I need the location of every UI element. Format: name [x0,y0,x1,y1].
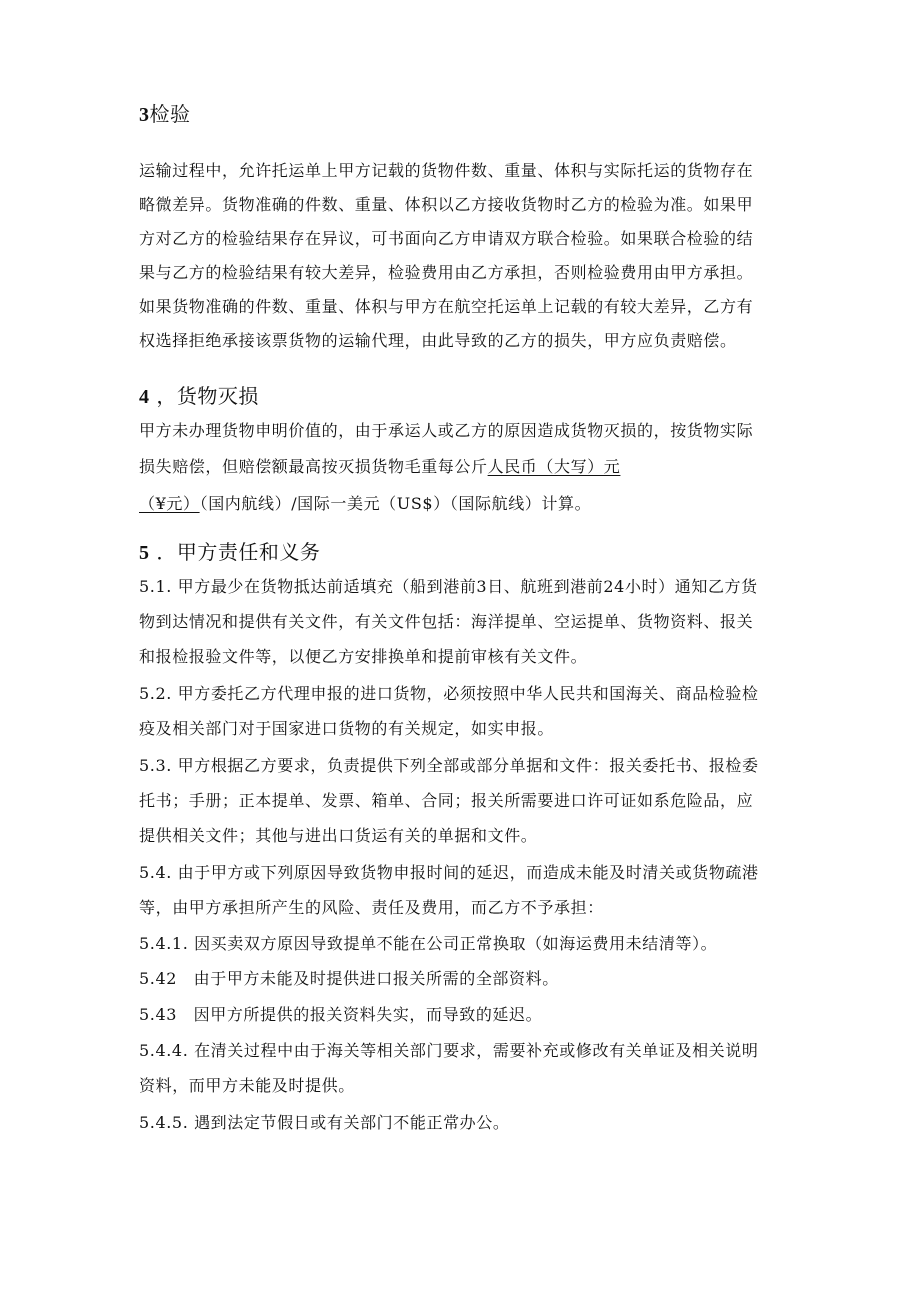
clause-5-4-2: 5.42 由于甲方未能及时提供进口报关所需的全部资料。 [139,969,559,988]
section-4-line-2-text: 损失赔偿，但赔偿额最高按灭损货物毛重每公斤 [139,457,488,476]
section-3-line-4: 果与乙方的检验结果有较大差异，检验费用由乙方承担，否则检验费用由甲方承担。 [139,263,754,282]
section-3-line-2: 略微差异。货物准确的件数、重量、体积以乙方接收货物时乙方的检验为准。如果甲 [139,195,754,214]
section-3-line-5: 如果货物准确的件数、重量、体积与甲方在航空托运单上记载的有较大差异，乙方有 [139,297,754,316]
section-5-title: ．甲方责任和义务 [156,540,321,564]
clause-5-4-4-line-1: 5.4.4. 在清关过程中由于海关等相关部门要求，需要补充或修改有关单证及相关说明 [139,1041,759,1060]
section-4-heading [139,380,259,409]
section-3-heading [139,98,191,127]
rmb-amount-field: 人民币（大写）元 [487,457,621,476]
clause-5-1-line-1: 5.1. 甲方最少在货物抵达前适填充（船到港前3日、航班到港前24小时）通知乙方货 [139,577,758,596]
yuan-amount-field: （¥元） [139,494,200,513]
clause-5-4-1: 5.4.1. 因买卖双方原因导致提单不能在公司正常换取（如海运费用未结清等）。 [139,934,718,953]
section-4-title: ，货物灭损 [156,384,259,408]
section-4-line-3 [139,487,789,520]
section-5-number: 5 [139,542,150,564]
section-3-title: 检验 [149,102,191,126]
clause-5-1-line-2: 物到达情况和提供有关文件，有关文件包括：海洋提单、空运提单、货物资料、报关 [139,612,754,631]
clause-5-4-5: 5.4.5. 遇到法定节假日或有关部门不能正常办公。 [139,1113,510,1132]
section-4-line-2 [139,450,789,483]
section-4-number: 4 [139,386,150,408]
section-5-heading [139,536,320,565]
clause-5-1-line-3: 和报检报验文件等，以便乙方安排换单和提前审核有关文件。 [139,647,588,666]
clause-5-4-3: 5.43 因甲方所提供的报关资料失实，而导致的延迟。 [139,1005,543,1024]
clause-5-4-line-2: 等，由甲方承担所产生的风险、责任及费用，而乙方不予承担： [139,898,604,917]
clause-5-3-line-1: 5.3. 甲方根据乙方要求，负责提供下列全部或部分单据和文件：报关委托书、报检委 [139,756,759,775]
section-3-line-1: 运输过程中，允许托运单上甲方记载的货物件数、重量、体积与实际托运的货物存在 [139,161,754,180]
section-3-line-6: 权选择拒绝承接该票货物的运输代理，由此导致的乙方的损失，甲方应负责赔偿。 [139,331,737,350]
section-4-line-1: 甲方未办理货物申明价值的，由于承运人或乙方的原因造成货物灭损的，按货物实际 [139,421,754,440]
clause-5-2-line-2: 疫及相关部门对于国家进口货物的有关规定，如实申报。 [139,719,555,738]
clause-5-4-4-line-2: 资料，而甲方未能及时提供。 [139,1076,355,1095]
section-3-line-3: 方对乙方的检验结果存在异议，可书面向乙方申请双方联合检验。如果联合检验的结 [139,229,754,248]
clause-5-2-line-1: 5.2. 甲方委托乙方代理申报的进口货物，必须按照中华人民共和国海关、商品检验检 [139,684,759,703]
clause-5-3-line-2: 托书；手册；正本提单、发票、箱单、合同；报关所需要进口许可证如系危险品，应 [139,791,754,810]
section-3-number: 3 [139,104,150,126]
clause-5-3-line-3: 提供相关文件；其他与进出口货运有关的单据和文件。 [139,826,538,845]
clause-5-4-line-1: 5.4. 由于甲方或下列原因导致货物申报时间的延迟，而造成未能及时清关或货物疏港 [139,863,759,882]
section-4-line-3-text: （国内航线）/国际一美元（US$）（国际航线）计算。 [199,494,592,513]
